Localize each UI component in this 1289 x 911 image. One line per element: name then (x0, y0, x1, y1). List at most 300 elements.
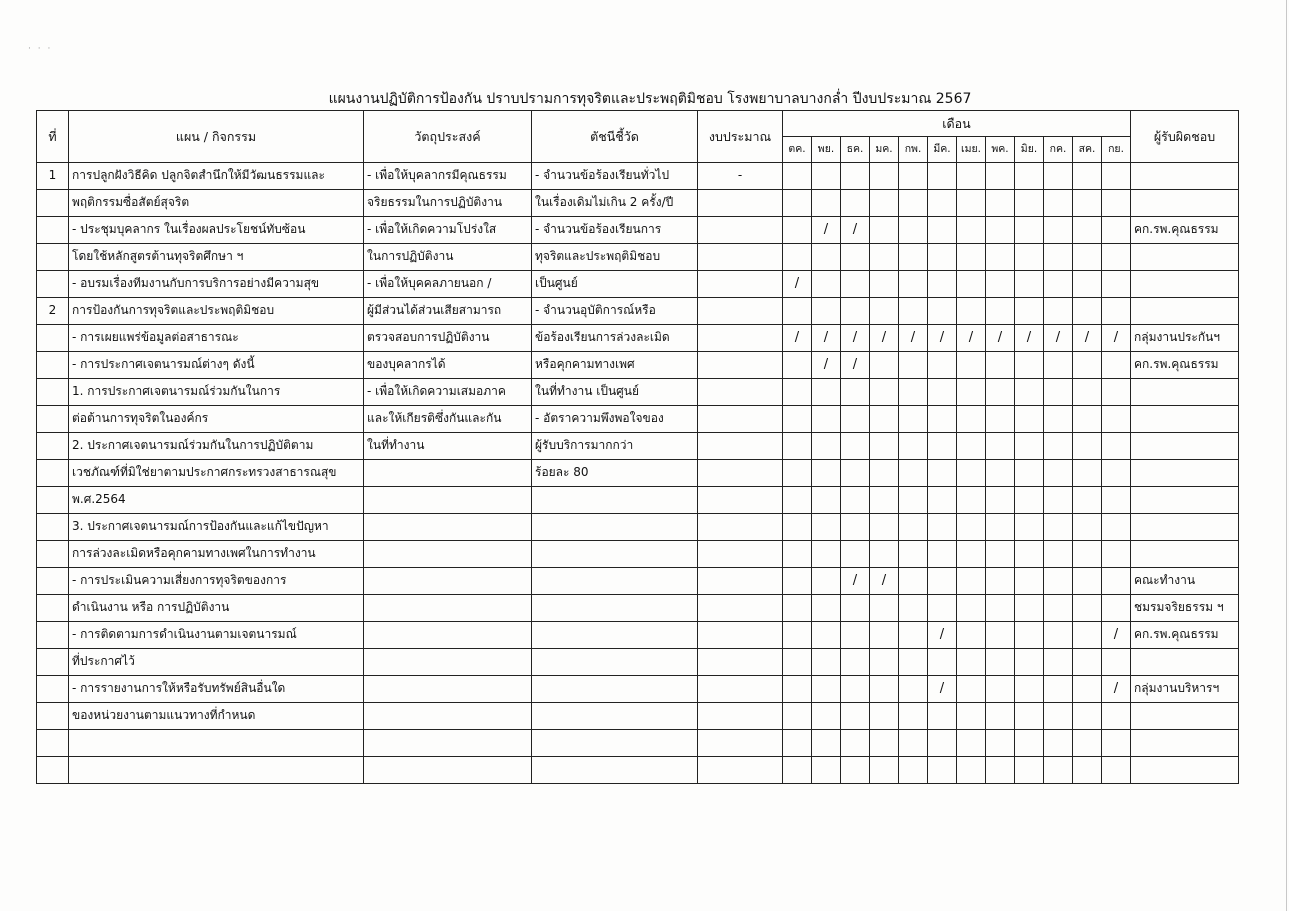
month-cell (1102, 514, 1131, 541)
month-cell (1015, 460, 1044, 487)
month-cell (1073, 514, 1102, 541)
activity-cell: การป้องกันการทุจริตและประพฤติมิชอบ (69, 298, 364, 325)
month-cell (812, 433, 841, 460)
table-row (37, 433, 1239, 460)
month-cell (957, 703, 986, 730)
month-header: พย. (812, 137, 841, 163)
objective-cell: ในที่ทำงาน (364, 433, 532, 460)
month-cell (870, 379, 899, 406)
row-number (37, 757, 69, 784)
month-cell (1015, 271, 1044, 298)
month-cell (1015, 163, 1044, 190)
responsible-cell: คก.รพ.คุณธรรม (1131, 352, 1239, 379)
budget-cell (698, 190, 783, 217)
month-cell (986, 460, 1015, 487)
month-cell (783, 460, 812, 487)
month-cell (1073, 433, 1102, 460)
month-cell (870, 298, 899, 325)
month-cell (1073, 622, 1102, 649)
month-cell (841, 595, 870, 622)
month-cell (899, 244, 928, 271)
month-cell (870, 649, 899, 676)
month-cell (783, 622, 812, 649)
month-cell (1102, 406, 1131, 433)
activity-cell: ที่ประกาศไว้ (69, 649, 364, 676)
month-cell (1073, 406, 1102, 433)
month-cell (1044, 757, 1073, 784)
month-cell (957, 298, 986, 325)
month-cell (1044, 163, 1073, 190)
month-cell (1044, 244, 1073, 271)
schedule-mark: / (957, 325, 986, 352)
month-cell (986, 649, 1015, 676)
responsible-cell: กลุ่มงานประกันฯ (1131, 325, 1239, 352)
row-number (37, 541, 69, 568)
activity-cell: การล่วงละเมิดหรือคุกคามทางเพศในการทำงาน (69, 541, 364, 568)
month-cell (899, 163, 928, 190)
responsible-cell (1131, 514, 1239, 541)
row-number (37, 325, 69, 352)
month-cell (1102, 433, 1131, 460)
activity-cell: พฤติกรรมซื่อสัตย์สุจริต (69, 190, 364, 217)
row-number (37, 487, 69, 514)
month-cell (1015, 217, 1044, 244)
indicator-cell: ทุจริตและประพฤติมิชอบ (532, 244, 698, 271)
responsible-cell (1131, 460, 1239, 487)
activity-cell: ของหน่วยงานตามแนวทางที่กำหนด (69, 703, 364, 730)
budget-cell (698, 757, 783, 784)
budget-cell (698, 244, 783, 271)
month-cell (986, 703, 1015, 730)
month-cell (957, 676, 986, 703)
month-cell (1044, 487, 1073, 514)
row-number (37, 352, 69, 379)
month-cell (1102, 595, 1131, 622)
month-cell (986, 244, 1015, 271)
month-cell (783, 541, 812, 568)
month-cell (783, 217, 812, 244)
month-header: กค. (1044, 137, 1073, 163)
month-cell (841, 703, 870, 730)
month-cell (870, 433, 899, 460)
month-cell (1015, 298, 1044, 325)
objective-cell (364, 649, 532, 676)
table-row (37, 352, 1239, 379)
objective-cell (364, 487, 532, 514)
schedule-mark: / (1015, 325, 1044, 352)
month-cell (1102, 541, 1131, 568)
month-cell (986, 406, 1015, 433)
month-header: มีค. (928, 137, 957, 163)
table-row (37, 460, 1239, 487)
month-cell (1102, 352, 1131, 379)
month-cell (899, 352, 928, 379)
budget-cell (698, 433, 783, 460)
row-number (37, 730, 69, 757)
activity-cell: - ประชุมบุคลากร ในเรื่องผลประโยชน์ทับซ้อน (69, 217, 364, 244)
month-cell (812, 649, 841, 676)
table-row (37, 541, 1239, 568)
month-cell (1073, 379, 1102, 406)
month-cell (1015, 487, 1044, 514)
month-cell (928, 595, 957, 622)
header-indicator: ตัชนีชี้วัด (532, 111, 698, 163)
budget-cell (698, 622, 783, 649)
month-cell (1102, 217, 1131, 244)
responsible-cell (1131, 190, 1239, 217)
month-cell (870, 703, 899, 730)
month-cell (899, 298, 928, 325)
month-header: สค. (1073, 137, 1102, 163)
month-cell (812, 703, 841, 730)
month-cell (957, 190, 986, 217)
budget-cell (698, 298, 783, 325)
table-row (37, 622, 1239, 649)
table-row (37, 163, 1239, 190)
month-cell (870, 541, 899, 568)
budget-cell (698, 730, 783, 757)
table-row (37, 649, 1239, 676)
row-number (37, 433, 69, 460)
month-cell (986, 514, 1015, 541)
month-cell (870, 190, 899, 217)
month-cell (1073, 487, 1102, 514)
month-cell (1102, 757, 1131, 784)
month-cell (899, 379, 928, 406)
indicator-cell (532, 487, 698, 514)
responsible-cell (1131, 757, 1239, 784)
month-cell (1073, 460, 1102, 487)
objective-cell: - เพื่อให้บุคคลภายนอก / (364, 271, 532, 298)
month-cell (928, 703, 957, 730)
month-cell (1102, 568, 1131, 595)
month-cell (899, 730, 928, 757)
row-number (37, 379, 69, 406)
budget-cell (698, 217, 783, 244)
month-cell (812, 460, 841, 487)
month-cell (870, 271, 899, 298)
month-cell (957, 622, 986, 649)
table-row (37, 568, 1239, 595)
row-number (37, 406, 69, 433)
month-cell (1015, 190, 1044, 217)
month-cell (1073, 757, 1102, 784)
activity-cell: โดยใช้หลักสูตรต้านทุจริตศึกษา ฯ (69, 244, 364, 271)
indicator-cell (532, 622, 698, 649)
month-cell (1044, 541, 1073, 568)
month-cell (812, 568, 841, 595)
month-cell (812, 271, 841, 298)
schedule-mark: / (841, 352, 870, 379)
month-cell (957, 460, 986, 487)
month-cell (841, 649, 870, 676)
activity-cell (69, 730, 364, 757)
month-cell (783, 757, 812, 784)
scan-artifact: · · · (28, 44, 53, 54)
month-cell (1102, 649, 1131, 676)
budget-cell (698, 325, 783, 352)
month-cell (783, 487, 812, 514)
month-cell (812, 406, 841, 433)
month-cell (1073, 568, 1102, 595)
month-cell (841, 514, 870, 541)
month-cell (899, 703, 928, 730)
responsible-cell (1131, 649, 1239, 676)
table-row (37, 595, 1239, 622)
schedule-mark: / (812, 352, 841, 379)
month-cell (899, 541, 928, 568)
schedule-mark: / (812, 325, 841, 352)
month-cell (783, 730, 812, 757)
row-number (37, 622, 69, 649)
indicator-cell: - จำนวนอุบัติการณ์หรือ (532, 298, 698, 325)
objective-cell: และให้เกียรติซึ่งกันและกัน (364, 406, 532, 433)
month-cell (986, 379, 1015, 406)
header-budget: งบประมาณ (698, 111, 783, 163)
month-cell (928, 757, 957, 784)
month-cell (870, 676, 899, 703)
month-cell (1044, 433, 1073, 460)
responsible-cell (1131, 244, 1239, 271)
table-row (37, 298, 1239, 325)
row-number (37, 217, 69, 244)
responsible-cell (1131, 730, 1239, 757)
budget-cell (698, 487, 783, 514)
objective-cell (364, 703, 532, 730)
month-cell (1102, 487, 1131, 514)
indicator-cell (532, 649, 698, 676)
month-cell (1015, 541, 1044, 568)
month-cell (841, 622, 870, 649)
activity-cell: 3. ประกาศเจตนารมณ์การป้องกันและแก้ไขปัญหา (69, 514, 364, 541)
responsible-cell (1131, 379, 1239, 406)
document-title: แผนงานปฏิบัติการป้องกัน ปราบปรามการทุจริตและประพฤติมิชอบ โรงพยาบาลบางกล่ำ ปีงบประมาณ 2567 (328, 91, 972, 107)
month-cell (928, 568, 957, 595)
month-cell (1015, 622, 1044, 649)
schedule-mark: / (1102, 622, 1131, 649)
month-cell (783, 595, 812, 622)
budget-cell (698, 352, 783, 379)
month-cell (841, 757, 870, 784)
month-cell (1044, 703, 1073, 730)
month-cell (1073, 541, 1102, 568)
month-cell (783, 379, 812, 406)
table-row (37, 379, 1239, 406)
month-cell (986, 541, 1015, 568)
indicator-cell (532, 541, 698, 568)
month-cell (870, 595, 899, 622)
row-number (37, 568, 69, 595)
responsible-cell (1131, 433, 1239, 460)
month-cell (1015, 379, 1044, 406)
month-cell (957, 406, 986, 433)
indicator-cell: ในที่ทำงาน เป็นศูนย์ (532, 379, 698, 406)
month-cell (957, 514, 986, 541)
month-cell (1015, 676, 1044, 703)
activity-cell: - อบรมเรื่องทีมงานกับการบริการอย่างมีความสุข (69, 271, 364, 298)
responsible-cell (1131, 406, 1239, 433)
indicator-cell: หรือคุกคามทางเพศ (532, 352, 698, 379)
month-cell (870, 163, 899, 190)
objective-cell: ในการปฏิบัติงาน (364, 244, 532, 271)
month-cell (783, 244, 812, 271)
table-row (37, 703, 1239, 730)
month-cell (957, 379, 986, 406)
month-cell (1044, 352, 1073, 379)
month-cell (1015, 703, 1044, 730)
activity-cell: พ.ศ.2564 (69, 487, 364, 514)
responsible-cell: คก.รพ.คุณธรรม (1131, 217, 1239, 244)
indicator-cell: - อัตราความพึงพอใจของ (532, 406, 698, 433)
month-cell (1015, 406, 1044, 433)
month-cell (1044, 460, 1073, 487)
schedule-mark: / (1044, 325, 1073, 352)
month-cell (1015, 757, 1044, 784)
month-cell (1102, 379, 1131, 406)
indicator-cell: - จำนวนข้อร้องเรียนทั่วไป (532, 163, 698, 190)
activity-cell: ต่อต้านการทุจริตในองค์กร (69, 406, 364, 433)
month-cell (1015, 595, 1044, 622)
responsible-cell (1131, 298, 1239, 325)
month-cell (870, 217, 899, 244)
row-number: 1 (37, 163, 69, 190)
activity-cell: การปลูกฝังวิธีคิด ปลูกจิตสำนึกให้มีวัฒนธรรมและ (69, 163, 364, 190)
table-row (37, 217, 1239, 244)
month-cell (957, 757, 986, 784)
month-cell (870, 244, 899, 271)
month-cell (841, 271, 870, 298)
month-cell (957, 163, 986, 190)
objective-cell: จริยธรรมในการปฏิบัติงาน (364, 190, 532, 217)
schedule-mark: / (928, 676, 957, 703)
objective-cell (364, 676, 532, 703)
responsible-cell (1131, 271, 1239, 298)
month-cell (812, 163, 841, 190)
month-cell (957, 217, 986, 244)
month-header: มิย. (1015, 137, 1044, 163)
table-row (37, 514, 1239, 541)
month-cell (812, 244, 841, 271)
activity-cell: - การประกาศเจตนารมณ์ต่างๆ ดังนี้ (69, 352, 364, 379)
month-cell (899, 271, 928, 298)
row-number (37, 244, 69, 271)
month-cell (928, 244, 957, 271)
schedule-mark: / (841, 325, 870, 352)
activity-cell: - การเผยแพร่ข้อมูลต่อสาธารณะ (69, 325, 364, 352)
responsible-cell: คณะทำงาน (1131, 568, 1239, 595)
objective-cell (364, 757, 532, 784)
month-cell (870, 730, 899, 757)
budget-cell (698, 568, 783, 595)
row-number (37, 190, 69, 217)
budget-cell (698, 676, 783, 703)
month-cell (1044, 676, 1073, 703)
month-cell (870, 406, 899, 433)
month-cell (783, 649, 812, 676)
month-cell (1015, 244, 1044, 271)
month-cell (1073, 190, 1102, 217)
indicator-cell (532, 568, 698, 595)
month-cell (899, 460, 928, 487)
month-cell (870, 514, 899, 541)
table-row (37, 190, 1239, 217)
month-cell (899, 676, 928, 703)
table-row (37, 244, 1239, 271)
month-cell (812, 487, 841, 514)
row-number (37, 649, 69, 676)
month-cell (928, 190, 957, 217)
month-cell (957, 271, 986, 298)
month-cell (1102, 190, 1131, 217)
month-cell (812, 514, 841, 541)
month-cell (841, 433, 870, 460)
schedule-mark: / (1102, 325, 1131, 352)
indicator-cell (532, 595, 698, 622)
row-number (37, 676, 69, 703)
objective-cell (364, 460, 532, 487)
month-cell (899, 514, 928, 541)
responsible-cell (1131, 163, 1239, 190)
month-cell (1044, 379, 1073, 406)
objective-cell: ตรวจสอบการปฏิบัติงาน (364, 325, 532, 352)
month-cell (870, 622, 899, 649)
responsible-cell (1131, 487, 1239, 514)
schedule-mark: / (986, 325, 1015, 352)
schedule-mark: / (783, 271, 812, 298)
schedule-mark: / (928, 325, 957, 352)
month-cell (841, 406, 870, 433)
month-cell (928, 217, 957, 244)
month-cell (1073, 703, 1102, 730)
month-cell (1044, 649, 1073, 676)
month-cell (1102, 163, 1131, 190)
indicator-cell: ข้อร้องเรียนการล่วงละเมิด (532, 325, 698, 352)
objective-cell (364, 595, 532, 622)
month-cell (928, 541, 957, 568)
row-number (37, 595, 69, 622)
objective-cell: - เพื่อให้เกิดความโปร่งใส (364, 217, 532, 244)
activity-cell: 2. ประกาศเจตนารมณ์ร่วมกันในการปฏิบัติตาม (69, 433, 364, 460)
indicator-cell (532, 703, 698, 730)
row-number (37, 271, 69, 298)
month-cell (986, 487, 1015, 514)
table-row (37, 325, 1239, 352)
table-row (37, 757, 1239, 784)
month-cell (899, 406, 928, 433)
budget-cell: - (698, 163, 783, 190)
month-cell (957, 595, 986, 622)
month-cell (1102, 298, 1131, 325)
month-cell (783, 298, 812, 325)
objective-cell: ผู้มีส่วนได้ส่วนเสียสามารถ (364, 298, 532, 325)
month-cell (841, 244, 870, 271)
month-cell (783, 568, 812, 595)
month-cell (986, 595, 1015, 622)
month-cell (957, 649, 986, 676)
month-cell (783, 676, 812, 703)
month-cell (986, 676, 1015, 703)
header-row (37, 111, 1239, 137)
activity-cell: 1. การประกาศเจตนารมณ์ร่วมกันในการ (69, 379, 364, 406)
month-cell (1044, 595, 1073, 622)
month-cell (928, 433, 957, 460)
month-cell (841, 541, 870, 568)
budget-cell (698, 514, 783, 541)
month-cell (1044, 622, 1073, 649)
schedule-mark: / (870, 325, 899, 352)
month-cell (928, 460, 957, 487)
responsible-cell: คก.รพ.คุณธรรม (1131, 622, 1239, 649)
